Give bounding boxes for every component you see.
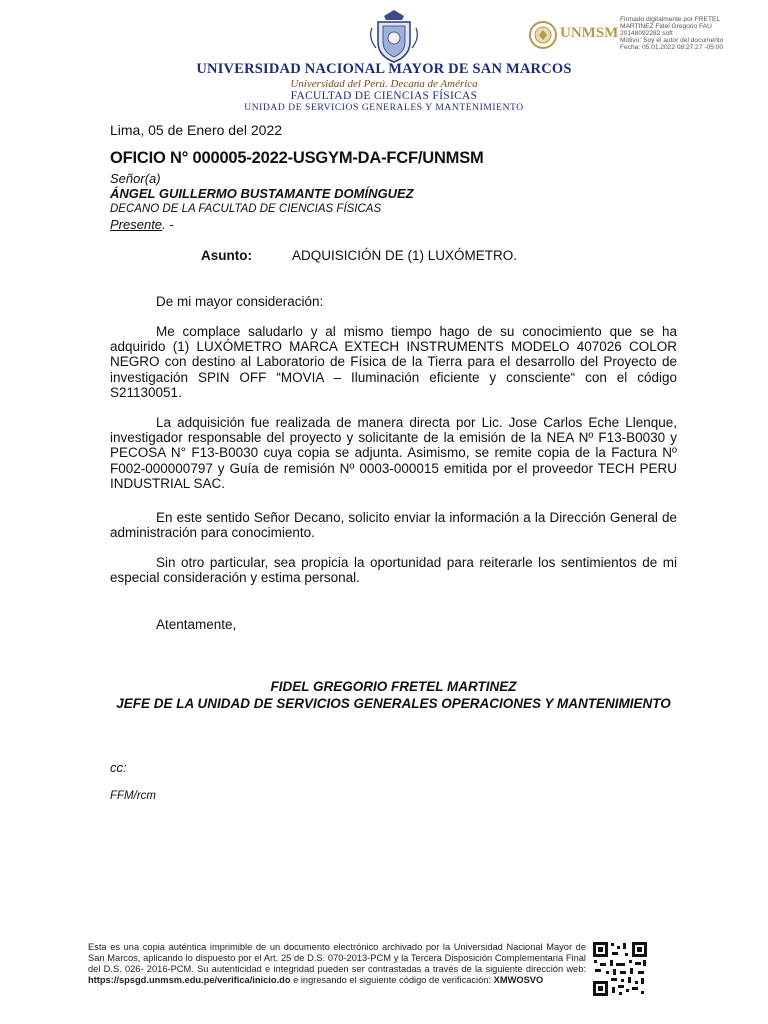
- signature-line: Fecha: 05.01.2022 08:27:27 -05:00: [620, 44, 724, 52]
- unmsm-seal-icon: [528, 20, 558, 50]
- subject-value: ADQUISICIÓN DE (1) LUXÓMETRO.: [292, 248, 518, 263]
- subject-label: Asunto:: [201, 248, 252, 263]
- footer-notice: [88, 942, 586, 986]
- university-crest-icon: [364, 8, 424, 64]
- paragraph-3: [110, 510, 677, 540]
- footer-text: Esta es una copia auténtica imprimible de un documento electrónico archivado por la Universidad Nacional Mayor de San Marcos, aplicando lo dispuesto por el Art. 25 de D.S. 070-2013-PCM y la Tercera Disposición Complementaria Final del D.S. 026- 2016-PCM. Su autenticidad e integridad pueden ser contrastadas a través de la siguiente dirección web:: [88, 942, 586, 974]
- signature-line: Firmado digitalmente por FRETEL: [620, 16, 721, 23]
- closing: Atentamente,: [156, 617, 237, 632]
- paragraph-2: [110, 415, 677, 491]
- signer-title: JEFE DE LA UNIDAD DE SERVICIOS GENERALES OPERACIONES Y MANTENIMIENTO: [116, 696, 671, 711]
- recipient-name: ÁNGEL GUILLERMO BUSTAMANTE DOMÍNGUEZ: [110, 186, 414, 201]
- paragraph-4: [110, 555, 677, 585]
- presente-word: Presente: [110, 217, 163, 232]
- verification-code: XMWOSVO: [493, 974, 544, 985]
- unit-name: UNIDAD DE SERVICIOS GENERALES Y MANTENIMIENTO: [244, 103, 524, 113]
- greeting: De mi mayor consideración:: [156, 294, 324, 309]
- presente: [110, 217, 174, 232]
- letter-reference: OFICIO N° 000005-2022-USGYM-DA-FCF/UNMSM: [110, 149, 484, 167]
- university-subtitle: Universidad del Perú. Decana de América: [290, 78, 478, 90]
- faculty-name: FACULTAD DE CIENCIAS FÍSICAS: [290, 90, 478, 102]
- verification-url[interactable]: https://spsgd.unmsm.edu.pe/verifica/inicio.do: [88, 974, 291, 985]
- paragraph-1: [110, 324, 677, 400]
- letter-date: Lima, 05 de Enero del 2022: [110, 122, 283, 138]
- paragraph-text: La adquisición fue realizada de manera directa por Lic. Jose Carlos Eche Llenque, investigador responsable del proyecto y solicitante de la emisión de la NEA Nº F13-B0030 y PECOSA N° F13-B0030 cuya copia se adjunta. Asimismo, se remite copia de la Factura Nº F002-000000797 y Guía de remisión Nº 0003-000015 emitida por el proveedor TECH PERU INDUSTRIAL SAC.: [110, 415, 677, 491]
- cc-label: cc:: [110, 760, 127, 775]
- signer-name: FIDEL GREGORIO FRETEL MARTINEZ: [270, 679, 517, 694]
- qr-code-icon: [592, 941, 648, 997]
- paragraph-text: En este sentido Señor Decano, solicito enviar la información a la Dirección General de administración para conocimiento.: [110, 510, 677, 541]
- initials: FFM/rcm: [110, 790, 156, 802]
- university-name: UNIVERSIDAD NACIONAL MAYOR DE SAN MARCOS: [196, 61, 572, 77]
- paragraph-text: Me complace saludarlo y al mismo tiempo hago de su conocimiento que se ha adquirido (1) LUXÓMETRO MARCA EXTECH INSTRUMENTS MODELO 407026 COLOR NEGRO con destino al Laboratorio de Física de la Tierra para el desarrollo del Proyecto de investigación SPIN OFF “MOVIA – Iluminación eficiente y consciente“ con el código S21130051.: [110, 324, 677, 400]
- signature-line: MARTINEZ Fidel Gregorio FAU: [620, 23, 712, 31]
- recipient-title: DECANO DE LA FACULTAD DE CIENCIAS FÍSICAS: [110, 203, 382, 215]
- footer-text-2: e ingresando el siguiente código de verificación:: [290, 974, 494, 985]
- unmsm-logo-text: UNMSM: [560, 25, 619, 41]
- signature-line: Motivo: Soy el autor del documento: [620, 37, 724, 45]
- signature-line: 20148092282 soft: [620, 30, 673, 38]
- presente-suffix: . -: [162, 217, 174, 232]
- salutation: Señor(a): [110, 171, 161, 186]
- paragraph-text: Sin otro particular, sea propicia la oportunidad para reiterarle los sentimientos de mi especial consideración y estima personal.: [110, 555, 677, 586]
- digital-signature-box: [620, 16, 760, 51]
